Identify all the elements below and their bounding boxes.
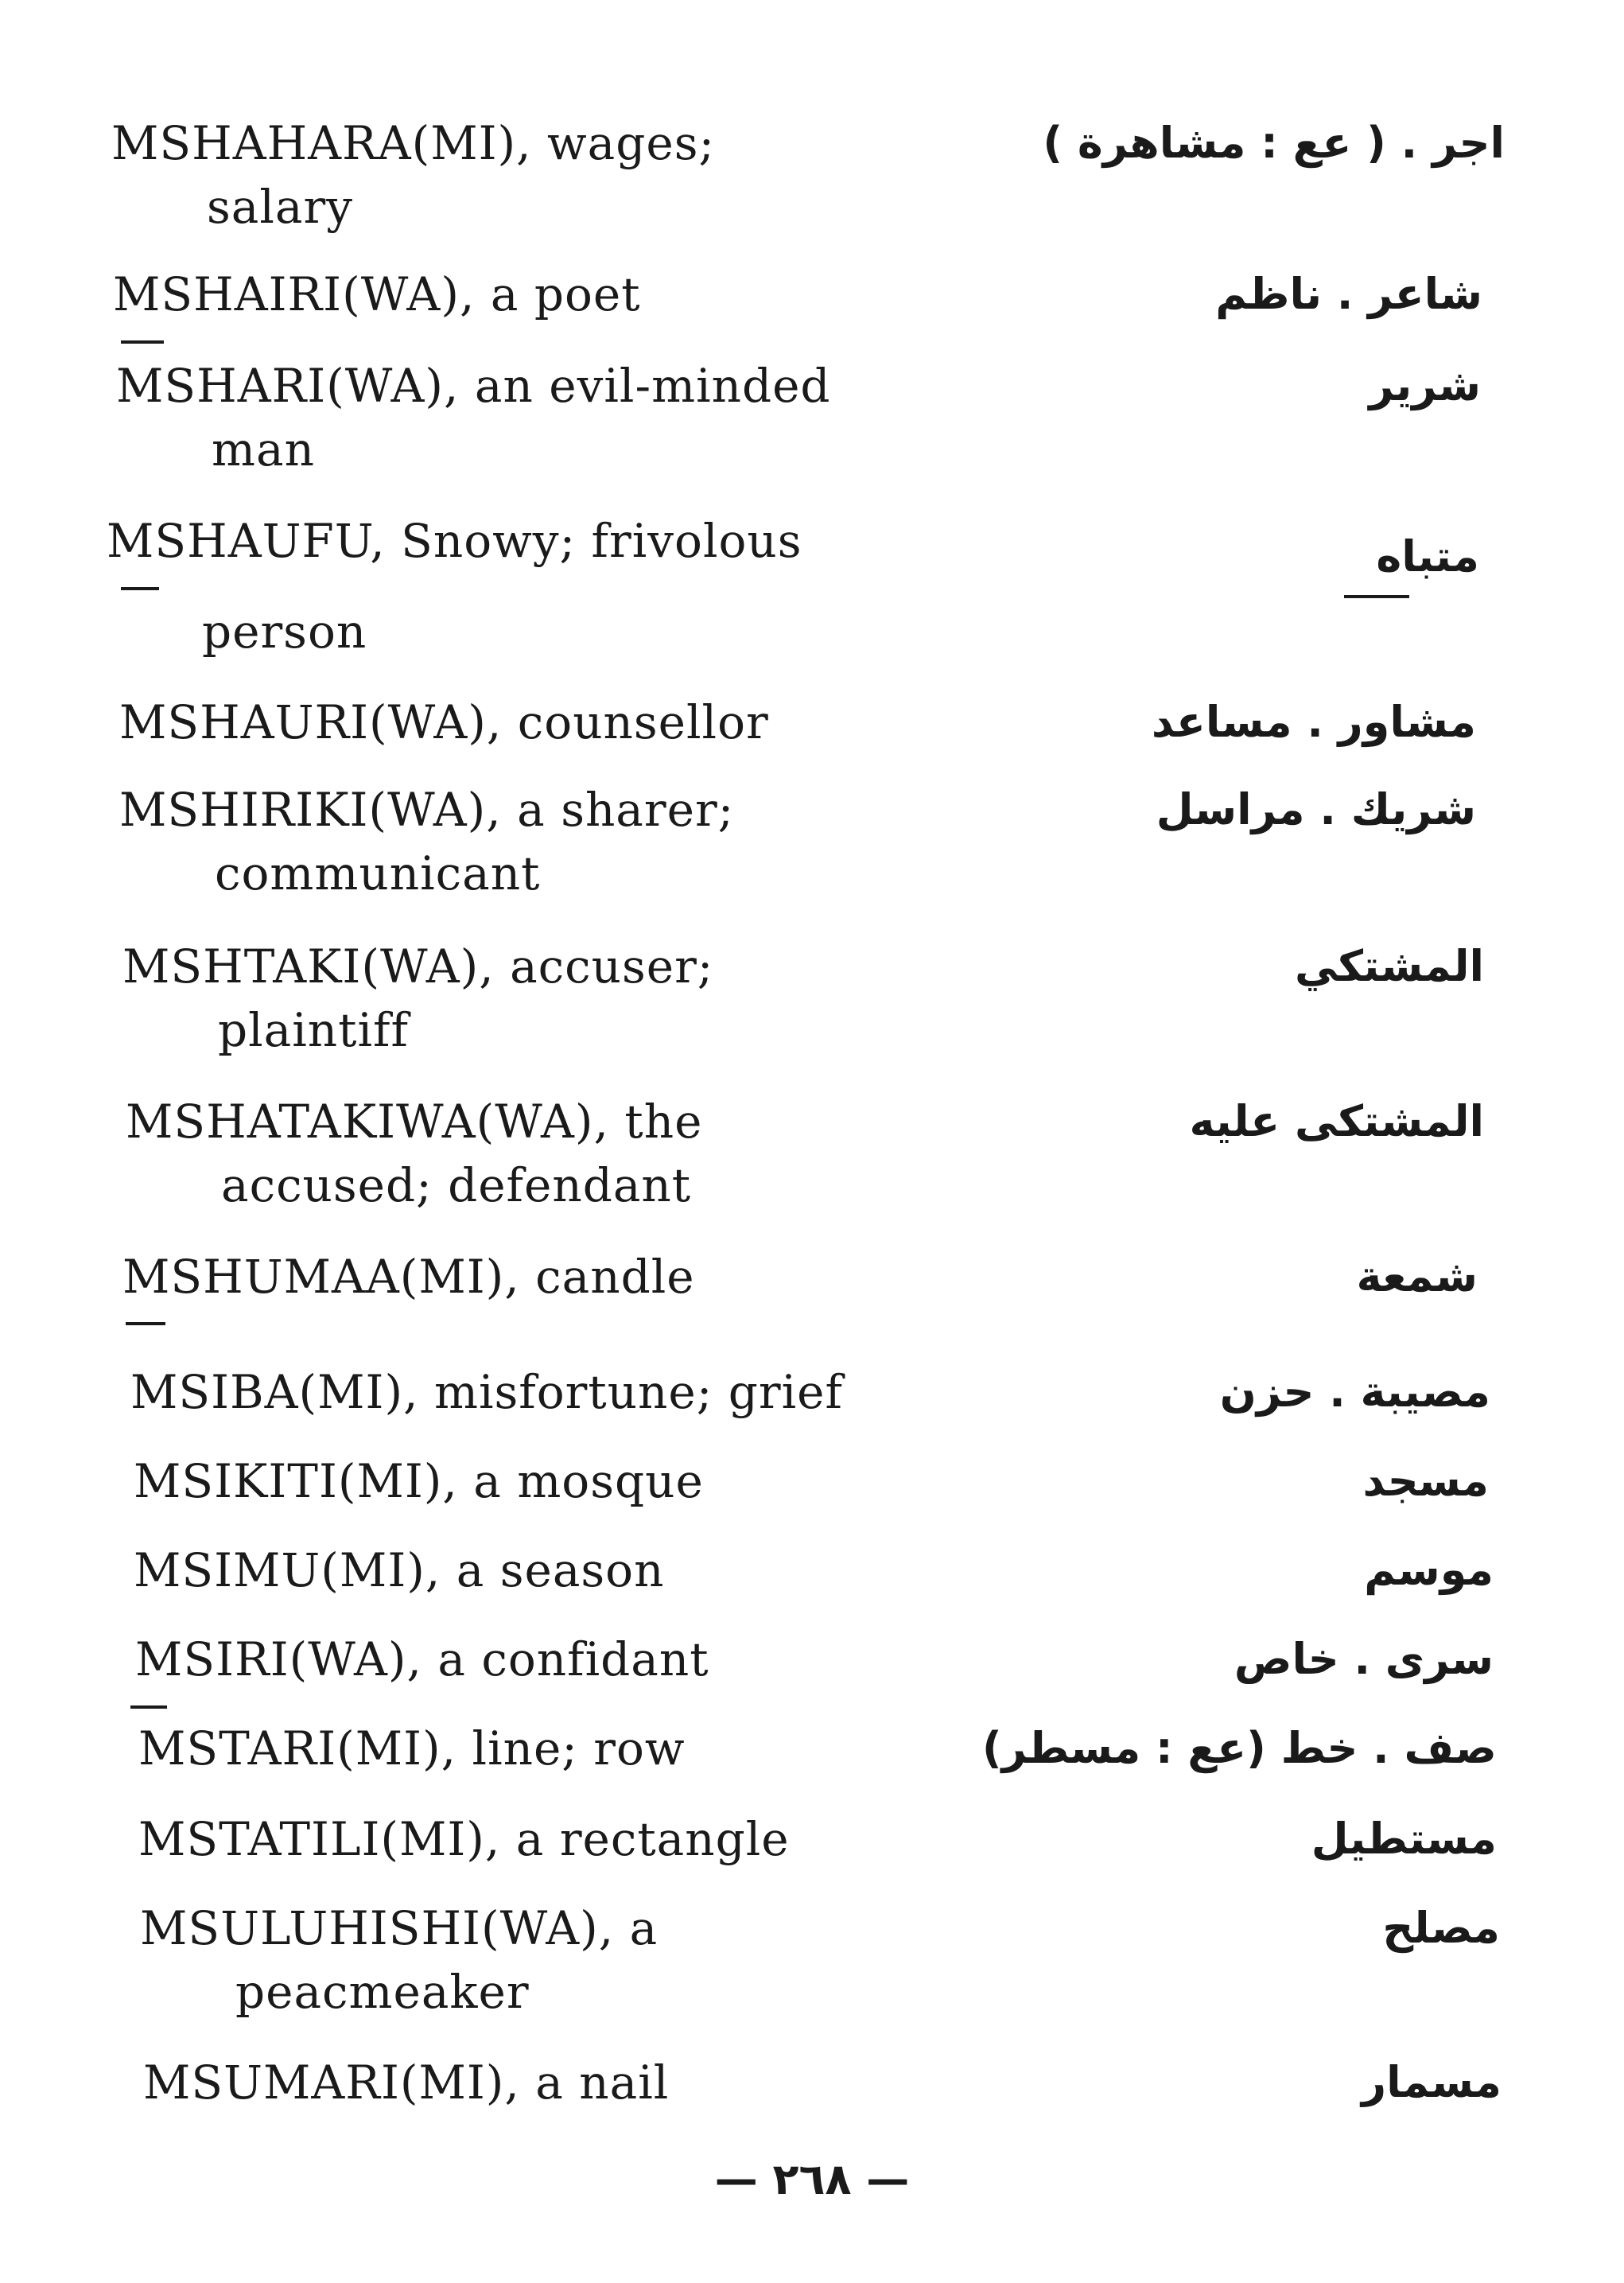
macron-mark [121, 587, 159, 590]
arabic-translation: صف . خط (عع : مسطر) [981, 1723, 1497, 1773]
continuation-line: communicant [215, 846, 541, 900]
headword-line: MSIBA(MI), misfortune; grief [130, 1365, 843, 1419]
headword-line: MSTATILI(MI), a rectangle [138, 1812, 790, 1866]
english-definition [119, 778, 734, 905]
headword-line: MSULUHISHI(WA), a [140, 1901, 659, 1955]
headword-line: MSUMARI(MI), a nail [143, 2055, 670, 2110]
continuation-line: accused; defendant [221, 1158, 692, 1212]
headword-line: MSIRI(WA), a confidant [135, 1632, 709, 1686]
english-definition [122, 935, 713, 1062]
english-definition [107, 509, 802, 663]
english-definition [135, 1628, 709, 1691]
english-definition [130, 1360, 843, 1424]
page-number: — ٢٦٨ — [714, 2154, 910, 2204]
arabic-translation: مصيبة . حزن [1219, 1367, 1490, 1417]
headword-line: MSHAUFU, Snowy; frivolous [107, 514, 802, 568]
arabic-translation: موسم [1364, 1545, 1494, 1595]
arabic-translation: مستطيل [1311, 1814, 1497, 1864]
continuation-line: man [212, 422, 315, 476]
english-definition [122, 1245, 695, 1309]
continuation-line: person [202, 605, 367, 659]
headword-line: MSHAHARA(MI), wages; [111, 116, 716, 170]
english-definition [138, 1807, 790, 1871]
arabic-translation: سرى . خاص [1234, 1634, 1494, 1684]
arabic-translation: مسمار [1362, 2057, 1502, 2107]
english-definition [119, 690, 769, 754]
arabic-translation: شمعة [1356, 1251, 1478, 1301]
english-definition [116, 354, 831, 481]
continuation-line: plaintiff [218, 1003, 409, 1057]
headword-line: MSHATAKIWA(WA), the [126, 1095, 703, 1149]
headword-line: MSIKITI(MI), a mosque [134, 1454, 704, 1508]
headword-line: MSIMU(MI), a season [134, 1543, 665, 1597]
continuation-line: peacmeaker [235, 1965, 530, 2019]
arabic-translation: شرير [1369, 360, 1481, 410]
arabic-translation: اجر . ( عع : مشاهرة ) [1043, 118, 1505, 168]
english-definition [126, 1090, 702, 1217]
headword-line: MSHARI(WA), an evil-minded [116, 359, 831, 413]
arabic-translation: مشاور . مساعد [1151, 697, 1476, 747]
arabic-translation: مسجد [1362, 1456, 1489, 1506]
macron-mark [121, 340, 164, 344]
arabic-translation: مصلح [1382, 1903, 1500, 1953]
macron-mark [126, 1322, 165, 1325]
continuation-line: salary [207, 180, 353, 234]
english-definition [111, 111, 715, 239]
headword-line: MSHAIRI(WA), a poet [113, 267, 641, 321]
english-definition [140, 1896, 658, 2024]
headword-line: MSTARI(MI), line; row [138, 1721, 686, 1775]
macron-mark [130, 1705, 167, 1709]
english-definition [134, 1538, 664, 1602]
headword-line: MSHAURI(WA), counsellor [119, 695, 769, 749]
headword-line: MSHTAKI(WA), accuser; [122, 939, 714, 994]
arabic-translation: شريك . مراسل [1156, 784, 1476, 834]
headword-line: MSHIRIKI(WA), a sharer; [119, 783, 735, 837]
arabic-translation: متباه [1376, 531, 1479, 581]
english-definition [134, 1449, 704, 1513]
arabic-translation: المشتكى عليه [1189, 1096, 1484, 1146]
arabic-translation: شاعر . ناظم [1215, 269, 1482, 319]
arabic-underline [1344, 595, 1409, 598]
arabic-translation: المشتكي [1294, 941, 1484, 991]
english-definition [143, 2051, 669, 2114]
english-definition [138, 1717, 686, 1780]
english-definition [113, 263, 641, 326]
headword-line: MSHUMAA(MI), candle [122, 1250, 695, 1304]
